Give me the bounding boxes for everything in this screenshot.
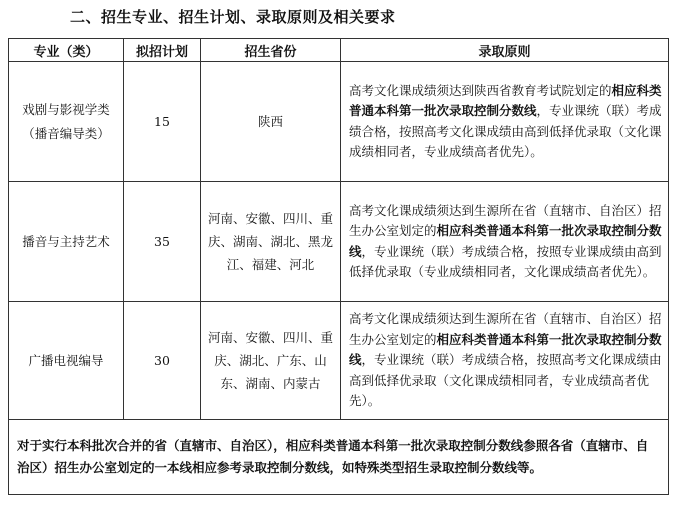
header-principle: 录取原则 [341,39,669,62]
principle-cell [341,302,669,420]
section-title: 二、招生专业、招生计划、录取原则及相关要求 [70,8,396,26]
table-row [9,302,669,420]
footnote: 对于实行本科批次合并的省（直辖市、自治区），相应科类普通本科第一批次录取控制分数线参照各省（直辖市、自治区）招生办公室划定的一本线相应参考录取控制分数线，如特殊类型招生录取控制分数线等。 [9,420,669,495]
table-header-row [9,39,669,62]
principle-emphasis: 相应科类普通本科第一批次录取控制分数线 [349,331,662,368]
major-cell [9,62,124,182]
principle-cell [341,182,669,302]
principle-emphasis: 相应科类普通本科第一批次录取控制分数线 [349,223,662,259]
major-name: 播音与主持艺术 [22,233,110,249]
principle-emphasis: 相应科类普通本科第一批次录取控制分数线 [349,82,662,118]
footnote-row [9,420,669,495]
table-row [9,62,669,182]
provinces-cell: 陕西 [201,62,341,182]
plan-cell: 35 [124,182,201,302]
table-row [9,182,669,302]
header-major: 专业（类） [9,39,124,62]
admission-table [8,38,669,495]
header-provinces: 招生省份 [201,39,341,62]
major-cell [9,182,124,302]
plan-cell: 30 [124,302,201,420]
principle-text: 高考文化课成绩须达到陕西省教育考试院划定的 [349,82,612,98]
major-name: 戏剧与影视学类 [22,101,110,117]
major-name: 广播电视编导 [28,352,104,368]
principle-text: ，专业课统（联）考成绩合格，按照高考文化课成绩由高到低择优录取（文化课成绩相同者，专业成绩高者优先）。 [349,352,662,409]
plan-cell: 15 [124,62,201,182]
principle-text: ，专业课统（联）考成绩合格，按照高考文化课成绩由高到低择优录取（文化课成绩相同者，专业成绩高者优先）。 [349,103,662,159]
principle-text: 高考文化课成绩须达到生源所在省（直辖市、自治区）招生办公室划定的 [349,202,662,238]
header-plan: 拟招计划 [124,39,201,62]
principle-text: ，专业课统（联）考成绩合格，按照专业课成绩由高到低择优录取（专业成绩相同者，文化课成绩高者优先）。 [349,243,662,279]
provinces-cell: 河南、安徽、四川、重庆、湖南、湖北、黑龙江、福建、河北 [201,182,341,302]
principle-text: 高考文化课成绩须达到生源所在省（直辖市、自治区）招生办公室划定的 [349,311,662,347]
major-cell [9,302,124,420]
principle-cell [341,62,669,182]
major-subname: （播音编导类） [22,125,110,141]
provinces-cell: 河南、安徽、四川、重庆、湖北、广东、山东、湖南、内蒙古 [201,302,341,420]
